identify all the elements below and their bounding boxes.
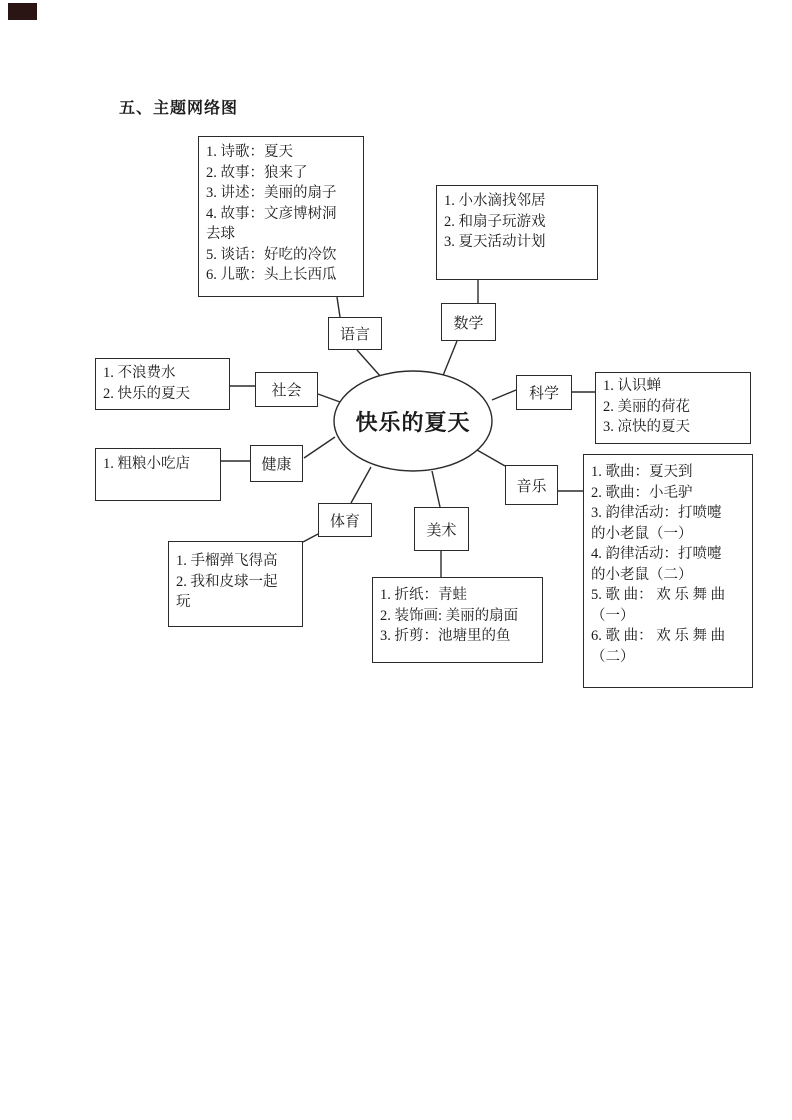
list-line: 4. 故事：文彦博树洞	[206, 205, 337, 222]
list-line: 3. 韵律活动：打喷嚏	[591, 505, 722, 521]
list-line: 的小老鼠（二）	[591, 566, 693, 583]
node-label-language: 语言	[328, 317, 382, 350]
connector-pe-box	[303, 534, 318, 542]
list-line: 6. 儿歌：头上长西瓜	[206, 267, 337, 283]
content-box-health	[95, 448, 221, 501]
node-label-art: 美术	[414, 507, 469, 551]
list-line: 3. 凉快的夏天	[603, 419, 690, 435]
list-line: 3. 折剪：池塘里的鱼	[380, 628, 511, 644]
connector-art-center	[432, 471, 440, 507]
list-line: 1. 诗歌：夏天	[206, 144, 293, 160]
connector-pe-center	[351, 467, 371, 503]
content-box-pe	[168, 541, 303, 627]
content-box-science	[595, 372, 751, 444]
content-box-math	[436, 185, 598, 280]
page-title: 五、主题网络图	[119, 100, 239, 117]
list-line: 2. 和扇子玩游戏	[444, 213, 546, 230]
list-line: （二）	[591, 648, 635, 665]
list-line: 2. 我和皮球一起	[176, 573, 278, 590]
list-line: 5. 歌 曲： 欢 乐 舞 曲	[591, 587, 726, 603]
node-label-pe: 体育	[318, 503, 372, 537]
node-label-society: 社会	[255, 372, 318, 407]
list-line: 1. 折纸：青蛙	[380, 587, 467, 603]
list-line: 2. 快乐的夏天	[103, 385, 190, 402]
list-line: 1. 不浪费水	[103, 365, 176, 381]
center-topic-label: 快乐的夏天	[355, 409, 471, 435]
list-line: 玩	[176, 594, 191, 610]
connector-language-box	[337, 297, 340, 317]
list-line: 1. 粗粮小吃店	[103, 456, 190, 472]
node-label-music: 音乐	[505, 465, 558, 505]
list-line: 2. 歌曲：小毛驴	[591, 484, 693, 501]
node-label-health: 健康	[250, 445, 303, 482]
list-line: （一）	[591, 607, 635, 624]
list-line: 3. 讲述：美丽的扇子	[206, 185, 337, 201]
content-box-music	[583, 454, 753, 688]
list-line: 2. 装饰画: 美丽的扇面	[380, 607, 519, 624]
connector-science-center	[492, 390, 516, 400]
content-box-language	[198, 136, 364, 297]
content-box-society	[95, 358, 230, 410]
list-line: 1. 小水滴找邻居	[444, 193, 546, 209]
list-line: 1. 手榴弹飞得高	[176, 553, 278, 569]
list-line: 的小老鼠（一）	[591, 525, 693, 542]
node-label-math: 数学	[441, 303, 496, 341]
list-line: 去球	[206, 226, 235, 242]
list-line: 2. 美丽的荷花	[603, 398, 690, 415]
list-line: 1. 歌曲：夏天到	[591, 464, 693, 480]
list-line: 2. 故事：狼来了	[206, 164, 308, 181]
node-label-science: 科学	[516, 375, 572, 410]
list-line: 5. 谈话：好吃的冷饮	[206, 246, 337, 263]
connector-health-center	[304, 437, 335, 458]
list-line: 4. 韵律活动：打喷嚏	[591, 546, 722, 562]
list-line: 3. 夏天活动计划	[444, 234, 546, 250]
list-line: 6. 歌 曲： 欢 乐 舞 曲	[591, 628, 726, 644]
list-line: 1. 认识蝉	[603, 378, 661, 394]
content-box-art	[372, 577, 543, 663]
